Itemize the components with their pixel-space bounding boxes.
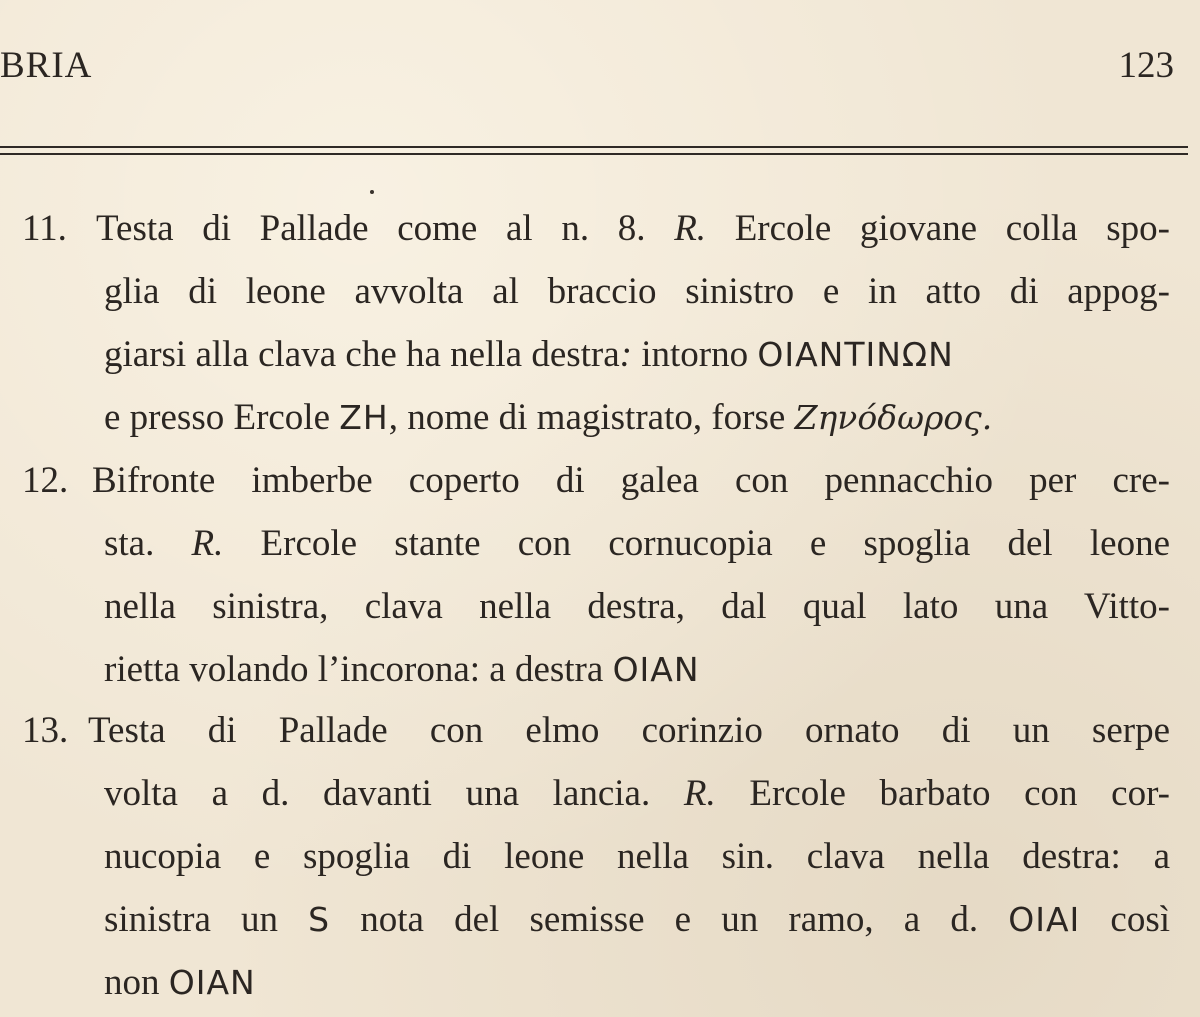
running-head: BRIA: [0, 45, 93, 86]
text-run: nella sinistra, clava nella destra, dal qual lato una Vitto-: [104, 586, 1170, 627]
entry-line: [92, 462, 1170, 499]
text-run: sinistra un: [104, 899, 309, 940]
paper-speck: [370, 190, 374, 194]
coin-legend: S: [308, 900, 331, 939]
entry-number: 11.: [22, 208, 67, 249]
text-run: Bifronte imberbe coperto di galea con pennacchio per cre-: [92, 460, 1170, 501]
coin-legend: ΟΙΑΝΤΙΝΩΝ: [757, 335, 954, 374]
page-number: 123: [1118, 45, 1174, 86]
entry-line: [104, 525, 1170, 562]
text-run: , nome di magistrato, forse: [388, 397, 795, 438]
reverse-marker: R.: [674, 208, 707, 249]
text-run: Testa di Pallade come al n. 8.: [96, 208, 675, 249]
text-run: intorno: [632, 334, 758, 375]
greek-name: Ζηνόδωρος.: [794, 398, 993, 437]
reverse-marker: :: [619, 334, 632, 375]
text-run: Ercole giovane colla spo-: [706, 208, 1170, 249]
text-run: e presso Ercole: [104, 397, 340, 438]
reverse-marker: R.: [191, 523, 224, 564]
text-run: Ercole stante con cornucopia e spoglia del leone: [223, 523, 1170, 564]
entry-line: [88, 712, 1170, 749]
reverse-marker: R.: [683, 773, 716, 814]
coin-legend: ΟΙΑΙ: [1008, 900, 1081, 939]
text-run: Ercole barbato con cor-: [715, 773, 1170, 814]
coin-legend: ZH: [339, 398, 389, 437]
coin-legend: ΟΙΑΝ: [612, 650, 700, 689]
text-run: sta.: [104, 523, 192, 564]
text-run: giarsi alla clava che ha nella destra: [104, 334, 620, 375]
text-run: nucopia e spoglia di leone nella sin. clava nella destra: a: [104, 836, 1170, 877]
entry-line: [104, 775, 1170, 812]
entry-line: [104, 901, 1170, 938]
entry-line: [104, 588, 1170, 625]
text-run: Testa di Pallade con elmo corinzio ornato di un serpe: [88, 710, 1170, 751]
entry-number: 13.: [22, 710, 69, 751]
entry-line: [104, 399, 992, 436]
entry-line: [104, 273, 1170, 310]
text-run: non: [104, 962, 169, 1003]
text-run: nota del semisse e un ramo, a d.: [330, 899, 1009, 940]
text-run: così: [1080, 899, 1171, 940]
header-rule-top: [0, 146, 1188, 148]
text-run: volta a d. davanti una lancia.: [104, 773, 684, 814]
text-run: rietta volando l’incorona: a destra: [104, 649, 613, 690]
entry-line: [104, 336, 954, 373]
entry-line: [104, 838, 1170, 875]
header-rule-bottom: [0, 153, 1188, 155]
entry-line: [96, 210, 1170, 247]
coin-legend: ΟΙΑΝ: [168, 963, 256, 1002]
text-run: glia di leone avvolta al braccio sinistro e in atto di appog-: [104, 271, 1170, 312]
entry-line: [104, 651, 700, 688]
entry-line: [104, 964, 256, 1001]
entry-number: 12.: [22, 460, 69, 501]
